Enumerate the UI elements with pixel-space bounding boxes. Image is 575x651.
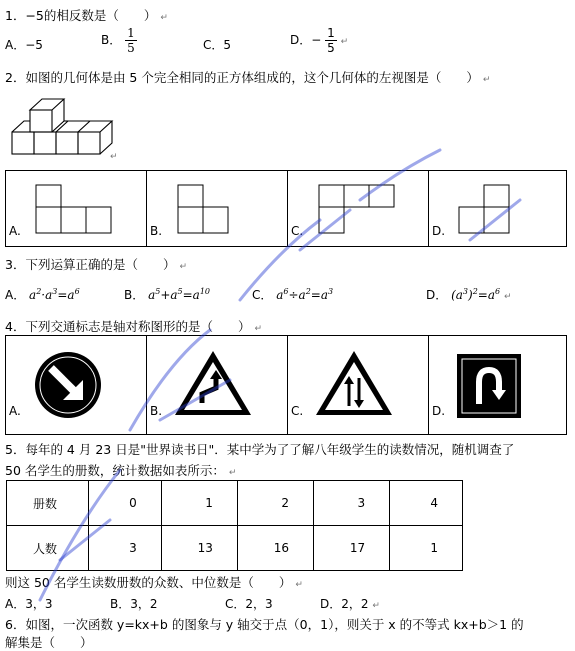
sign-d-icon bbox=[457, 354, 521, 418]
q5-option-a: A．3，3 bbox=[5, 597, 53, 611]
q2-solid-figure bbox=[8, 95, 118, 163]
q1-stem: 1．−5的相反数是（ ） ↵ bbox=[5, 8, 168, 23]
q2-option-c: C. bbox=[291, 224, 304, 238]
table-cell: 0 bbox=[88, 481, 161, 526]
table-cell: 册数 bbox=[7, 481, 89, 526]
table-cell: 3 bbox=[88, 526, 161, 571]
sign-c-icon bbox=[313, 348, 395, 418]
q4-option-a: A. bbox=[9, 404, 21, 418]
q4-stem: 4．下列交通标志是轴对称图形的是（ ） ↵ bbox=[5, 319, 262, 334]
table-cell: 13 bbox=[161, 526, 237, 571]
q2-option-d: D. bbox=[432, 224, 446, 238]
table-cell: 3 bbox=[313, 481, 389, 526]
q2-option-b: B. bbox=[150, 224, 163, 238]
q5-stem-line1: 5．每年的 4 月 23 日是"世界读书日"．某中学为了了解八年级学生的读数情况，随机调查了 bbox=[5, 442, 515, 457]
q5-question: 则这 50 名学生读数册数的众数、中位数是（ ） ↵ bbox=[5, 575, 303, 590]
q5-option-c: C．2，3 bbox=[225, 597, 273, 611]
table-cell: 16 bbox=[237, 526, 313, 571]
q3-option-c: C． $a^6\div a^2=a^3$ bbox=[252, 287, 334, 302]
q1-option-d: D．− $\frac{1}{5}$ ↵ bbox=[290, 26, 349, 55]
q3-option-b: B． $a^5+a^5=a^{10}$ bbox=[124, 287, 211, 302]
q1-option-b: B． $\frac{1}{5}$ bbox=[101, 26, 135, 55]
q5-data-table bbox=[6, 480, 463, 571]
q1-option-c: C．5 bbox=[203, 38, 232, 52]
q4-option-d: D. bbox=[432, 404, 446, 418]
q2-option-a: A. bbox=[9, 224, 21, 238]
table-cell: 1 bbox=[161, 481, 237, 526]
q5-option-b: B．3，2 bbox=[110, 597, 158, 611]
q4-option-c: C. bbox=[291, 404, 304, 418]
table-cell: 1 bbox=[390, 526, 463, 571]
table-cell: 17 bbox=[313, 526, 389, 571]
table-cell: 人数 bbox=[7, 526, 89, 571]
q6-stem-line1: 6．如图，一次函数 y=kx+b 的图象与 y 轴交于点（0，1），则关于 x 的不等式 kx+b＞1 的 bbox=[5, 617, 524, 632]
q5-stem-line2: 50 名学生的册数，统计数据如表所示： ↵ bbox=[5, 463, 237, 478]
q3-option-d: D． $(a^3)^2=a^6$ ↵ bbox=[426, 287, 512, 302]
q2-view-figures bbox=[6, 171, 566, 246]
q4-option-b: B. bbox=[150, 404, 163, 418]
q3-option-a: A． $a^2\cdot a^3=a^6$ bbox=[5, 287, 80, 302]
q5-option-d: D．2，2 ↵ bbox=[320, 597, 380, 611]
q6-stem-line2: 解集是（ ） bbox=[5, 635, 93, 650]
q3-stem: 3．下列运算正确的是（ ） ↵ bbox=[5, 257, 187, 272]
sign-a-icon bbox=[33, 350, 103, 420]
table-cell: 4 bbox=[390, 481, 463, 526]
q2-stem: 2．如图的几何体是由 5 个完全相同的正方体组成的，这个几何体的左视图是（ ） ↵ bbox=[5, 70, 491, 85]
table-cell: 2 bbox=[237, 481, 313, 526]
q1-option-a: A．−5 bbox=[5, 38, 43, 52]
sign-b-icon bbox=[172, 348, 254, 418]
